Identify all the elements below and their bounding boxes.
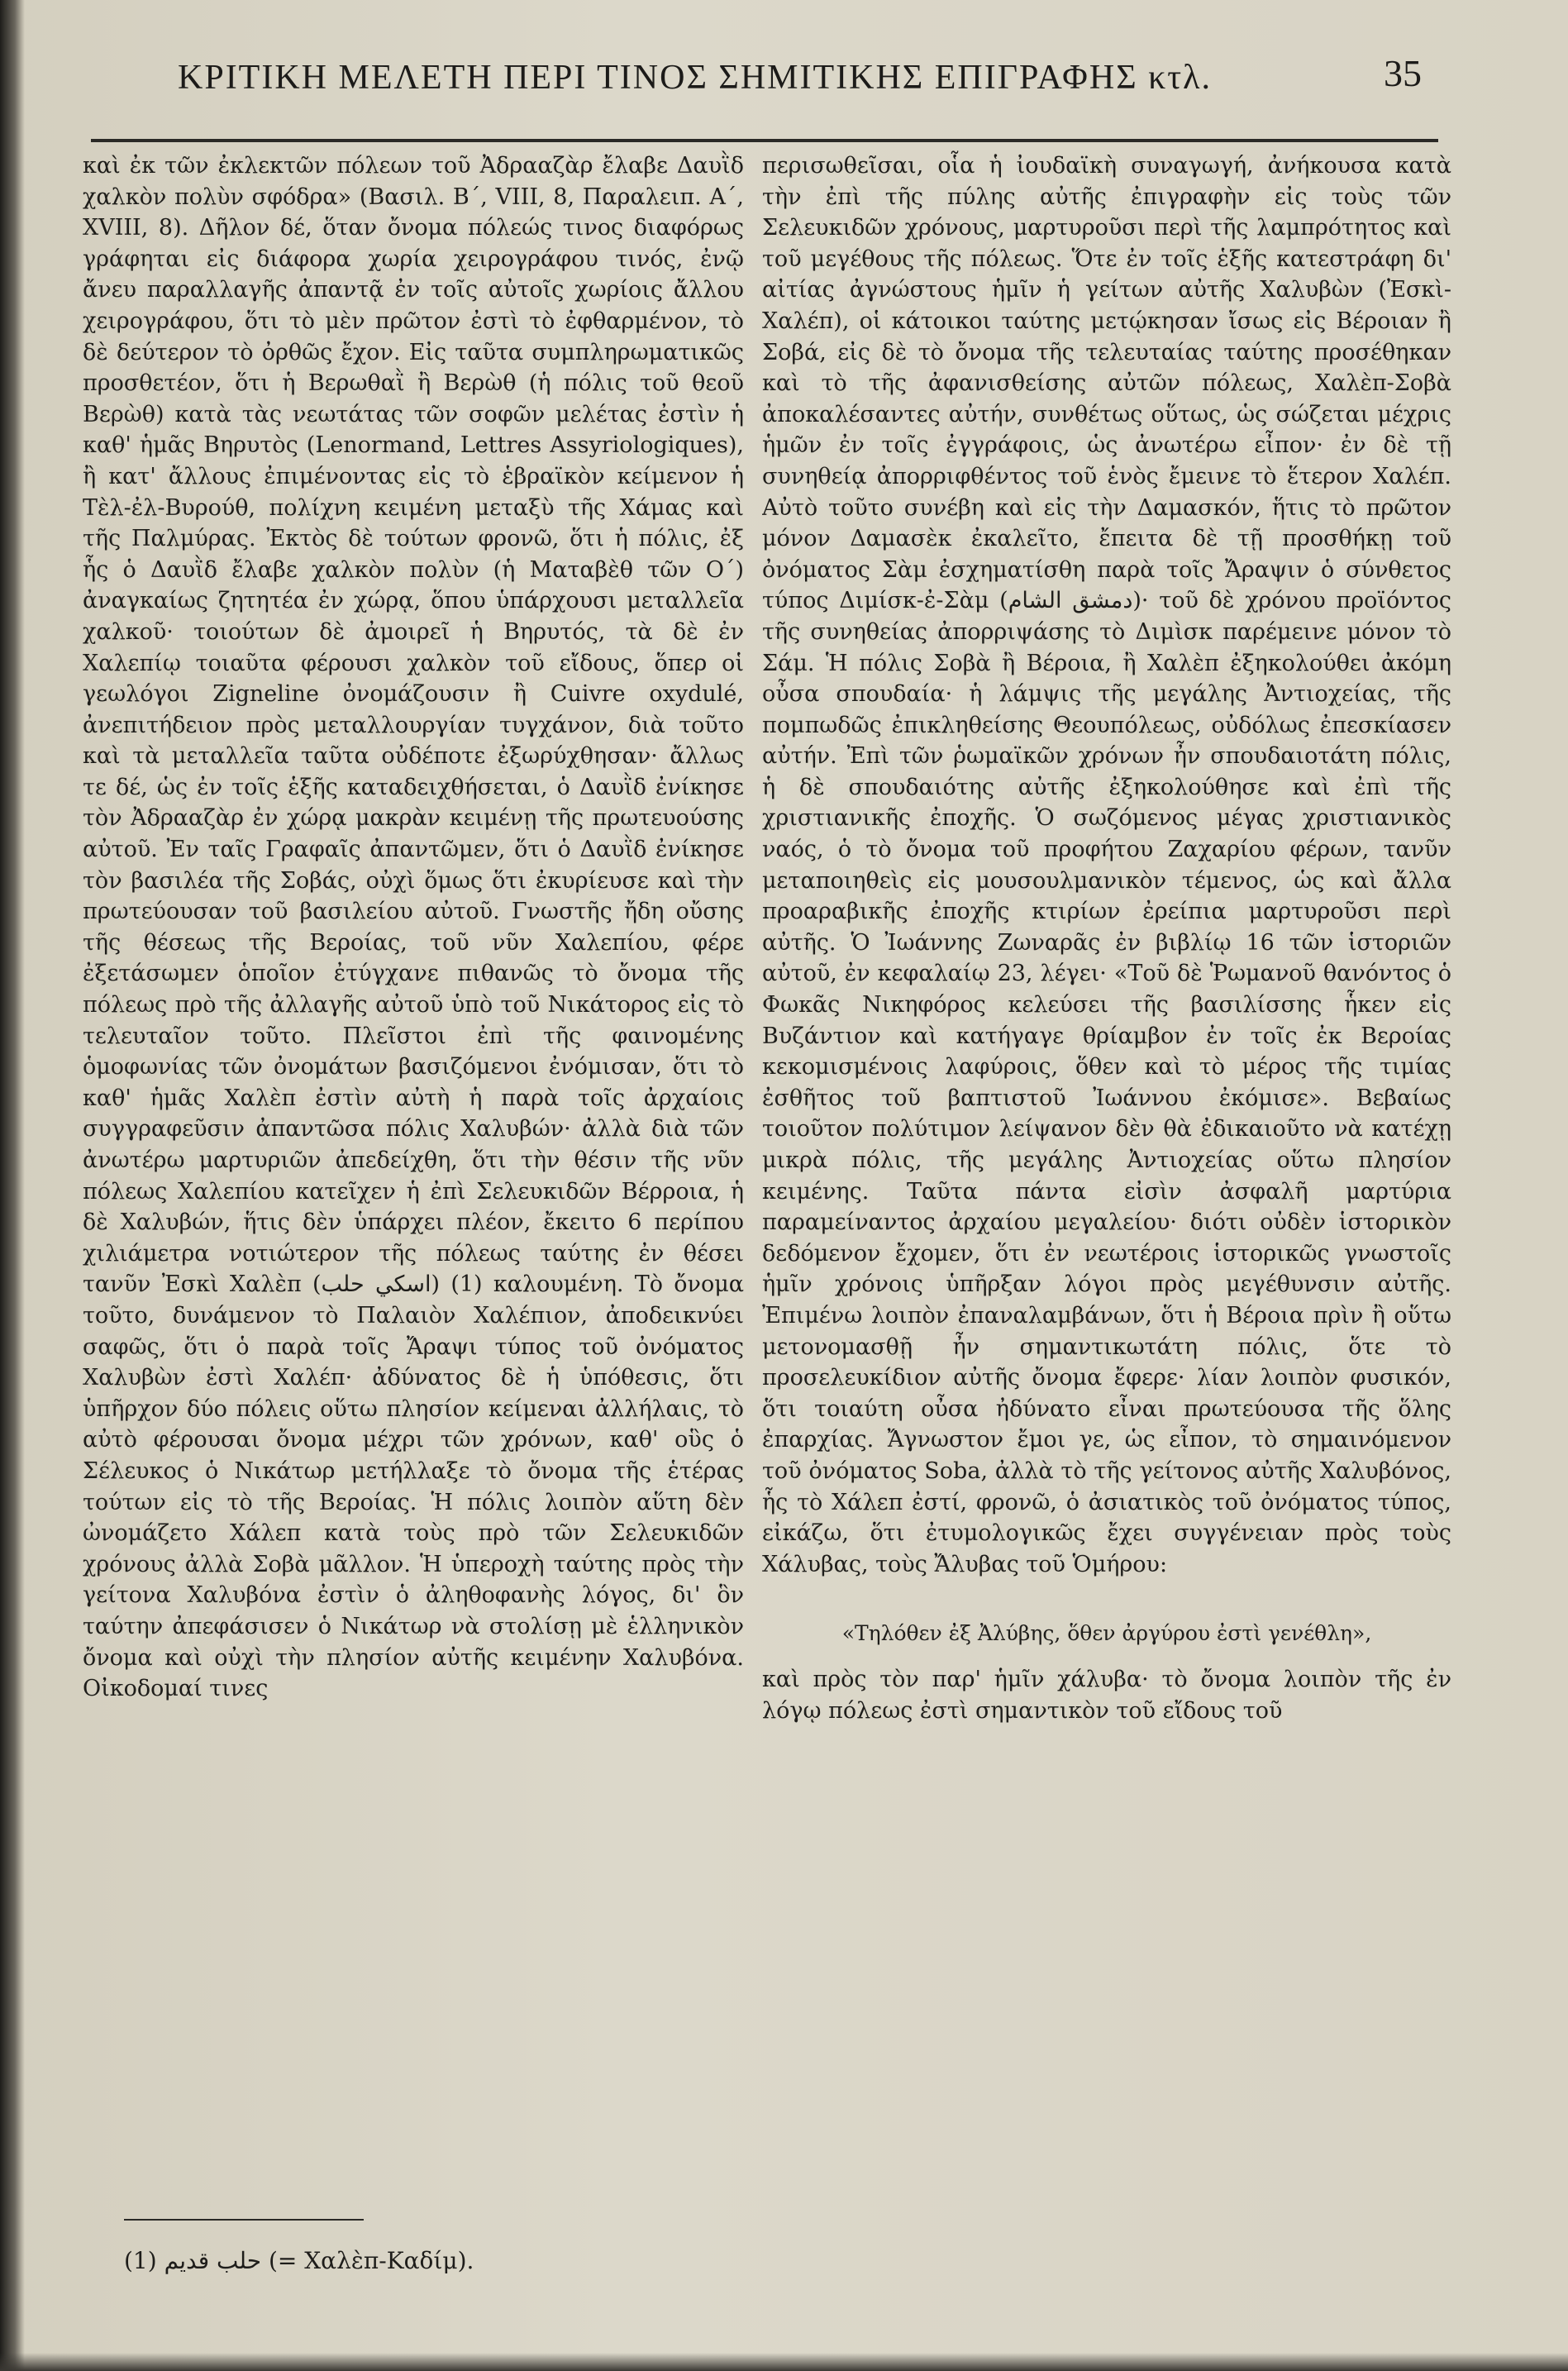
running-title: ΚΡΙΤΙΚΗ ΜΕΛΕΤΗ ΠΕΡΙ ΤΙΝΟΣ ΣΗΜΙΤΙΚΗΣ ΕΠΙΓΡΑΦΗΣ κτλ. [178, 59, 1213, 97]
left-column [83, 150, 744, 2184]
left-column-text: καὶ ἐκ τῶν ἐκλεκτῶν πόλεων τοῦ Ἀδρααζὰρ ἔλαβε Δαυῒδ χαλκὸν πολὺν σφόδρα» (Βασιλ. Β΄, VIII, 8, Παραλειπ. Α΄, XVIII, 8). Δῆλον δέ, ὅταν ὄνομα πόλεώς τινος διαφόρως γράφηται εἰς διάφορα χωρία χειρογράφου τινός, ἐνῷ ἄνευ παραλλαγῆς ἀπαντᾷ ἐν τοῖς αὐτοῖς χωρίοις ἄλλου χειρογράφου, ὅτι τὸ μὲν πρῶτον ἐστὶ τὸ ἐφθαρμένον, τὸ δὲ δεύτερον τὸ ὀρθῶς ἔχον. Εἰς ταῦτα συμπληρωματικῶς προσθετέον, ὅτι ἡ Βερωθαῒ ἢ Βερὼθ (ἡ πόλις τοῦ θεοῦ Βερὼθ) κατὰ τὰς νεωτάτας τῶν σοφῶν μελέτας ἐστὶν ἡ καθ' ἡμᾶς Βηρυτὸς (Lenormand, Lettres Assyriologiques), ἢ κατ' ἄλλους ἐπιμένοντας εἰς τὸ ἑβραϊκὸν κείμενον ἡ Τὲλ-ἐλ-Βυρούθ, πολίχνη κειμένη μεταξὺ τῆς Χάμας καὶ τῆς Παλμύρας. Ἐκτὸς δὲ τούτων φρονῶ, ὅτι ἡ πόλις, ἐξ ἧς ὁ Δαυῒδ ἔλαβε χαλκὸν πολὺν (ἡ Ματαβὲθ τῶν Ο΄) ἀναγκαίως ζητητέα ἐν χώρᾳ, ὅπου ὑπάρχουσι μεταλλεῖα χαλκοῦ· τοιούτων δὲ ἀμοιρεῖ ἡ Βηρυτός, τὰ δὲ ἐν Χαλεπίῳ τοιαῦτα φέρουσι χαλκὸν τοῦ εἴδους, ὅπερ οἱ γεωλόγοι Zigneline ὀνομάζουσιν ἢ Cuivre oxydulé, ἀνεπιτήδειον πρὸς μεταλλουργίαν τυγχάνον, διὰ τοῦτο καὶ τὰ μεταλλεῖα ταῦτα οὐδέποτε ἐξωρύχθησαν· ἄλλως τε δέ, ὡς ἐν τοῖς ἑξῆς καταδειχθήσεται, ὁ Δαυῒδ ἐνίκησε τὸν Ἀδρααζὰρ ἐν χώρᾳ μακρὰν κειμένῃ τῆς πρωτευούσης αὐτοῦ. Ἐν ταῖς Γραφαῖς ἀπαντῶμεν, ὅτι ὁ Δαυῒδ ἐνίκησε τὸν βασιλέα τῆς Σοβάς, οὐχὶ ὅμως ὅτι ἐκυρίευσε καὶ τὴν πρωτεύουσαν τοῦ βασιλείου αὐτοῦ. Γνωστῆς ἤδη οὔσης τῆς θέσεως τῆς Βεροίας, τοῦ νῦν Χαλεπίου, φέρε ἐξετάσωμεν ὁποῖον ἐτύγχανε πιθανῶς τὸ ὄνομα τῆς πόλεως πρὸ τῆς ἀλλαγῆς αὐτοῦ ὑπὸ τοῦ Νικάτορος εἰς τὸ τελευταῖον τοῦτο. Πλεῖστοι ἐπὶ τῆς φαινομένης ὁμοφωνίας τῶν ὀνομάτων βασιζόμενοι ἐνόμισαν, ὅτι τὸ καθ' ἡμᾶς Χαλὲπ ἐστὶν αὐτὴ ἡ παρὰ τοῖς ἀρχαίοις συγγραφεῦσιν ἀπαντῶσα πόλις Χαλυβών· ἀλλὰ διὰ τῶν ἀνωτέρω μαρτυριῶν ἀπεδείχθη, ὅτι τὴν θέσιν τῆς νῦν πόλεως Χαλεπίου κατεῖχεν ἡ ἐπὶ Σελευκιδῶν Βέρροια, ἡ δὲ Χαλυβών, ἥτις δὲν ὑπάρχει πλέον, ἔκειτο 6 περίπου χιλιάμετρα νοτιώτερον τῆς πόλεως ταύτης ἐν θέσει τανῦν Ἐσκὶ Χαλὲπ (اسكي حلب) (1) καλουμένη. Τὸ ὄνομα τοῦτο, δυνάμενον τὸ Παλαιὸν Χαλέπιον, ἀποδεικνύει σαφῶς, ὅτι ὁ παρὰ τοῖς Ἄραψι τύπος τοῦ ὀνόματος Χαλυβὼν ἐστὶ Χαλέπ· ἀδύνατος δὲ ἡ ὑπόθεσις, ὅτι ὑπῆρχον δύο πόλεις οὕτω πλησίον κείμεναι ἀλλήλαις, τὸ αὐτὸ φέρουσαι ὄνομα μέχρι τῶν χρόνων, καθ' οὓς ὁ Σέλευκος ὁ Νικάτωρ μετήλλαξε τὸ ὄνομα τῆς ἑτέρας τούτων εἰς τὸ τῆς Βεροίας. Ἡ πόλις λοιπὸν αὕτη δὲν ὠνομάζετο Χάλεπ κατὰ τοὺς πρὸ τῶν Σελευκιδῶν χρόνους ἀλλὰ Σοβὰ μᾶλλον. Ἡ ὑπεροχὴ ταύτης πρὸς τὴν γείτονα Χαλυβόνα ἐστὶν ὁ ἀληθοφανὴς λόγος, δι' ὃν ταύτην ἀπεφάσισεν ὁ Νικάτωρ νὰ στολίσῃ μὲ ἑλληνικὸν ὄνομα καὶ οὐχὶ τὴν πλησίον αὐτῆς κειμένην Χαλυβόνα. Οἰκοδομαί τινες [83, 153, 744, 1702]
running-header [178, 51, 1422, 117]
footnote-rule [124, 2219, 364, 2221]
right-column-text: περισωθεῖσαι, οἷα ἡ ἰουδαϊκὴ συναγωγή, ἀνήκουσα κατὰ τὴν ἐπὶ τῆς πύλης αὐτῆς ἐπιγραφὴν εἰς τοὺς τῶν Σελευκιδῶν χρόνους, μαρτυροῦσι περὶ τῆς λαμπρότητος καὶ τοῦ μεγέθους τῆς πόλεως. Ὅτε ἐν τοῖς ἑξῆς κατεστράφη δι' αἰτίας ἀγνώστους ἡμῖν ἡ γείτων αὐτῆς Χαλυβὼν (Ἐσκὶ-Χαλέπ), οἱ κάτοικοι ταύτης μετῴκησαν ἴσως εἰς Βέροιαν ἢ Σοβά, εἰς δὲ τὸ ὄνομα τῆς τελευταίας ταύτης προσέθηκαν καὶ τὸ τῆς ἀφανισθείσης αὐτῶν πόλεως, Χαλὲπ-Σοβὰ ἀποκαλέσαντες αὐτήν, συνθέτως οὕτως, ὡς σώζεται μέχρις ἡμῶν ἐν τοῖς ἐγγράφοις, ὡς ἀνωτέρω εἶπον· ἐν δὲ τῇ συνηθείᾳ ἀπορριφθέντος τοῦ ἑνὸς ἔμεινε τὸ ἕτερον Χαλέπ. Αὐτὸ τοῦτο συνέβη καὶ εἰς τὴν Δαμασκόν, ἥτις τὸ πρῶτον μόνον Δαμασὲκ ἐκαλεῖτο, ἔπειτα δὲ τῇ προσθήκῃ τοῦ ὀνόματος Σὰμ ἐσχηματίσθη παρὰ τοῖς Ἄραψιν ὁ σύνθετος τύπος Διμίσκ-ἐ-Σὰμ (دمشق الشام)· τοῦ δὲ χρόνου προϊόντος τῆς συνηθείας ἀπορριψάσης τὸ Διμὶσκ παρέμεινε μόνον τὸ Σάμ. Ἡ πόλις Σοβὰ ἢ Βέροια, ἢ Χαλὲπ ἐξηκολούθει ἀκόμη οὖσα σπουδαία· ἡ λάμψις τῆς μεγάλης Ἀντιοχείας, τῆς πομπωδῶς ἐπικληθείσης Θεουπόλεως, οὐδόλως ἐπεσκίασεν αὐτήν. Ἐπὶ τῶν ῥωμαϊκῶν χρόνων ἦν σπουδαιοτάτη πόλις, ἡ δὲ σπουδαιότης αὐτῆς ἐξηκολούθησε καὶ ἐπὶ τῆς χριστιανικῆς ἐποχῆς. Ὁ σωζόμενος μέγας χριστιανικὸς ναός, ὁ τὸ ὄνομα τοῦ προφήτου Ζαχαρίου φέρων, τανῦν μεταποιηθεὶς εἰς μουσουλμανικὸν τέμενος, ὡς καὶ ἄλλα προαραβικῆς ἐποχῆς κτιρίων ἐρείπια μαρτυροῦσι περὶ αὐτῆς. Ὁ Ἰωάννης Ζωναρᾶς ἐν βιβλίῳ 16 τῶν ἱστοριῶν αὐτοῦ, ἐν κεφαλαίῳ 23, λέγει· «Τοῦ δὲ Ῥωμανοῦ θανόντος ὁ Φωκᾶς Νικηφόρος κελεύσει τῆς βασιλίσσης ἧκεν εἰς Βυζάντιον καὶ κατήγαγε θρίαμβον ἐν τοῖς ἐκ Βεροίας κεκομισμένοις λαφύροις, ὅθεν καὶ τὸ μέρος τῆς τιμίας ἐσθῆτος τοῦ βαπτιστοῦ Ἰωάννου ἐκόμισε». Βεβαίως τοιοῦτον πολύτιμον λείψανον δὲν θὰ ἐδικαιοῦτο νὰ κατέχῃ μικρὰ πόλις, τῆς μεγάλης Ἀντιοχείας οὕτω πλησίον κειμένης. Ταῦτα πάντα εἰσὶν ἀσφαλῆ μαρτύρια παραμείναντος ἀρχαίου μεγαλείου· διότι οὐδὲν ἱστορικὸν δεδόμενον ἔχομεν, ὅτι ἐν νεωτέροις ἱστορικῶς γνωστοῖς ἡμῖν χρόνοις ὑπῆρξαν λόγοι πρὸς μεγέθυνσιν αὐτῆς. Ἐπιμένω λοιπὸν ἐπαναλαμβάνων, ὅτι ἡ Βέροια πρὶν ἢ οὕτω μετονομασθῇ ἦν σημαντικωτάτη πόλις, ὅτε τὸ προσελευκίδιον αὐτῆς ὄνομα ἔφερε· λίαν λοιπὸν φυσικόν, ὅτι τοιαύτη οὖσα ἠδύνατο εἶναι πρωτεύουσα τῆς ὅλης ἐπαρχίας. Ἄγνωστον ἔμοι γε, ὡς εἶπον, τὸ σημαινόμενον τοῦ ὀνόματος Soba, ἀλλὰ τὸ τῆς γείτονος αὐτῆς Χαλυβόνος, ἧς τὸ Χάλεπ ἐστί, φρονῶ, ὁ ἀσιατικὸς τοῦ ὀνόματος τύπος, εἰκάζω, ὅτι ἐτυμολογικῶς ἔχει συγγένειαν πρὸς τοὺς Χάλυβας, τοὺς Ἄλυβας τοῦ Ὁμήρου: [762, 153, 1451, 1577]
right-column-tail: καὶ πρὸς τὸν παρ' ἡμῖν χάλυβα· τὸ ὄνομα λοιπὸν τῆς ἐν λόγῳ πόλεως ἐστὶ σημαντικὸν τοῦ εἴδους τοῦ [762, 1666, 1451, 1724]
header-rule [91, 139, 1438, 142]
page-number: 35 [1384, 52, 1422, 94]
right-column [762, 150, 1451, 2184]
homeric-quote: «Τηλόθεν ἐξ Ἀλύβης, ὅθεν ἀργύρου ἐστὶ γενέθλη», [841, 1621, 1372, 1646]
page-bottom-edge [0, 2353, 1568, 2371]
book-spine-shadow [0, 0, 25, 2371]
footnote: (1) حلب قديم (= Χαλὲπ-Καδίμ). [124, 2247, 474, 2274]
